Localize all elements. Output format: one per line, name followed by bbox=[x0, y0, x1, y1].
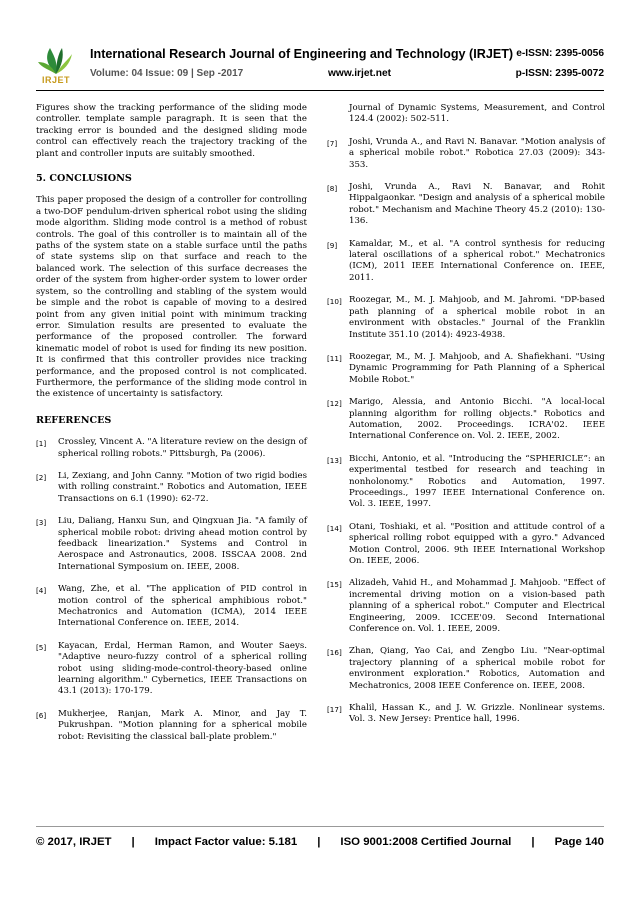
journal-title: International Research Journal of Engineering and Technology (IRJET) bbox=[90, 47, 514, 61]
reference-item bbox=[327, 137, 605, 171]
reference-text: Crossley, Vincent A. "A literature review on the design of spherical rolling robots." Pittsburgh, Pa (2006). bbox=[58, 437, 307, 459]
reference-item bbox=[327, 352, 605, 386]
reference-text: Kamaldar, M., et al. "A control synthesis for reducing lateral oscillations of a spherical robot." Mechatronics (ICM), 2011 IEEE International Conference on. IEEE, 2011. bbox=[349, 238, 605, 283]
intro-paragraph: Figures show the tracking performance of the sliding mode controller. template sample paragraph. It is seen that the tracking error is bounded and the designed sliding mode control can effectively reach the trajectory tracking of the plant and controller inputs are suitably smoothed. bbox=[36, 103, 307, 159]
reference-number: [15] bbox=[327, 580, 342, 590]
reference-number: [2] bbox=[36, 472, 47, 482]
reference-continuation: Journal of Dynamic Systems, Measurement, and Control 124.4 (2002): 502-511. bbox=[349, 103, 605, 125]
reference-item bbox=[36, 471, 307, 505]
reference-item bbox=[327, 703, 605, 726]
reference-text: Alizadeh, Vahid H., and Mohammad J. Mahjoob. "Effect of incremental driving motion on a vision-based path planning of a spherical robot." Computer and Electrical Engineering, 2009. ICCEE'09. Second International Conference on. Vol. 1. IEEE, 2009. bbox=[349, 578, 605, 635]
volume-issue: Volume: 04 Issue: 09 | Sep -2017 bbox=[90, 68, 244, 79]
reference-number: [7] bbox=[327, 138, 338, 148]
reference-text: Joshi, Vrunda A., Ravi N. Banavar, and Rohit Hippalgaonkar. "Design and analysis of a spherical mobile robot." Mechanism and Machine Theory 45.2 (2010): 130-136. bbox=[349, 182, 605, 227]
reference-number: [3] bbox=[36, 518, 47, 528]
reference-item bbox=[327, 578, 605, 635]
footer-separator: | bbox=[531, 836, 535, 848]
impact-factor: Impact Factor value: 5.181 bbox=[154, 836, 298, 848]
irjet-logo bbox=[36, 44, 76, 86]
page-footer bbox=[36, 836, 604, 848]
pissn: p-ISSN: 2395-0072 bbox=[515, 68, 604, 79]
reference-item bbox=[327, 182, 605, 228]
reference-item bbox=[327, 522, 605, 568]
right-column bbox=[327, 103, 605, 737]
website-link[interactable]: www.irjet.net bbox=[328, 68, 392, 79]
footer-separator: | bbox=[131, 836, 135, 848]
iso-certification: ISO 9001:2008 Certified Journal bbox=[340, 836, 512, 848]
reference-text: Liu, Daliang, Hanxu Sun, and Qingxuan Jia. "A family of spherical mobile robot: driving ahead motion control by feedback linearization." Systems and Control in Aerospace and Astronautics, 2008. ISSCAA 2008. 2nd International Symposium on. IEEE, 2008. bbox=[58, 516, 307, 572]
reference-number: [6] bbox=[36, 710, 47, 720]
references-heading: REFERENCES bbox=[36, 414, 112, 426]
reference-number: [9] bbox=[327, 240, 338, 250]
reference-item bbox=[36, 709, 307, 743]
conclusions-paragraph: This paper proposed the design of a controller for controlling a two-DOF pendulum-driven spherical robot using the sliding mode algorithm. Sliding mode control is a method of robust controls. The goal of this controller is to maintain all of the paths of the system state on a stable surface until the paths of state systems slip on that surface and reach to the balanced work. The selection of this surface decreases the order of the system from higher-order system to lower order system, so the controlling and stabling of the system would be simple and the robot is capable of moving to a desired point from any given initial point with minimum tracking error. Simulation results are presented to evaluate the performance of the proposed controller. The forward kinematic model of robot is used for finding its new position. It is confirmed that this controller provides nice tracking performance, and the proposed control is not complicated. Furthermore, the performance of the sliding mode control in the existence of uncertainty is satisfactory. bbox=[36, 195, 307, 400]
reference-number: [11] bbox=[327, 353, 342, 363]
reference-item bbox=[327, 646, 605, 692]
reference-text: Roozegar, M., M. J. Mahjoob, and A. Shafiekhani. "Using Dynamic Programming for Path Planning of a Spherical Mobile Robot." bbox=[349, 351, 605, 385]
page-header bbox=[36, 44, 604, 88]
reference-text: Mukherjee, Ranjan, Mark A. Minor, and Jay T. Pukrushpan. "Motion planning for a spherical mobile robot: Revisiting the classical ball-plate problem." bbox=[58, 708, 307, 742]
reference-number: [5] bbox=[36, 642, 47, 652]
eissn: e-ISSN: 2395-0056 bbox=[516, 48, 604, 59]
logo-text: IRJET bbox=[41, 75, 70, 85]
reference-text: Otani, Toshiaki, et al. "Position and attitude control of a spherical rolling robot equipped with a gyro." Advanced Motion Control, 2006. 9th IEEE International Workshop On. IEEE, 2006. bbox=[349, 521, 605, 566]
left-column bbox=[36, 103, 307, 754]
reference-text: Bicchi, Antonio, et al. "Introducing the “SPHERICLE”: an experimental testbed for research and teaching in nonholonomy." Robotics and Automation, 1997. Proceedings., 1997 IEEE International Conference on. Vol. 3. IEEE, 1997. bbox=[349, 453, 605, 510]
reference-text: Kayacan, Erdal, Herman Ramon, and Wouter Saeys. "Adaptive neuro-fuzzy control of a spherical rolling robot using sliding-mode-control-theory-based online learning algorithm." Cybernetics, IEEE Transactions on 43.1 (2013): 170-179. bbox=[58, 640, 307, 697]
reference-number: [17] bbox=[327, 705, 342, 715]
reference-item bbox=[36, 584, 307, 630]
reference-text: Zhan, Qiang, Yao Cai, and Zengbo Liu. "Near-optimal trajectory planning of a spherical mobile robot for environment exploration." Robotics, Automation and Mechatronics, 2008 IEEE Conference on. IEEE, 2008. bbox=[349, 646, 605, 691]
reference-number: [16] bbox=[327, 648, 342, 658]
reference-item bbox=[327, 397, 605, 443]
reference-text: Wang, Zhe, et al. "The application of PID control in motion control of the spherical amphibious robot." Mechatronics and Automation (ICMA), 2014 IEEE International Conference on. IEEE, 2014. bbox=[58, 584, 307, 629]
reference-number: [12] bbox=[327, 399, 342, 409]
header-divider bbox=[36, 90, 604, 91]
copyright: © 2017, IRJET bbox=[36, 836, 112, 848]
leaf-icon bbox=[36, 44, 76, 76]
reference-number: [10] bbox=[327, 297, 342, 307]
reference-number: [14] bbox=[327, 523, 342, 533]
reference-item bbox=[36, 437, 307, 460]
reference-number: [8] bbox=[327, 184, 338, 194]
reference-number: [13] bbox=[327, 455, 342, 465]
reference-text: Khalil, Hassan K., and J. W. Grizzle. Nonlinear systems. Vol. 3. New Jersey: Prentice hall, 1996. bbox=[349, 703, 605, 725]
reference-item bbox=[327, 239, 605, 285]
reference-item bbox=[327, 295, 605, 341]
reference-number: [4] bbox=[36, 586, 47, 596]
reference-number: [1] bbox=[36, 439, 47, 449]
reference-text: Joshi, Vrunda A., and Ravi N. Banavar. "Motion analysis of a spherical mobile robot." Robotica 27.03 (2009): 343-353. bbox=[349, 136, 605, 170]
page-number: Page 140 bbox=[554, 836, 604, 848]
conclusions-heading: 5. CONCLUSIONS bbox=[36, 173, 132, 185]
reference-text: Marigo, Alessia, and Antonio Bicchi. "A local-local planning algorithm for rolling objects." Robotics and Automation, 2002. Proceedings. ICRA'02. IEEE International Conference on. Vol. 2. IEEE, 2002. bbox=[349, 397, 605, 442]
reference-text: Roozegar, M., M. J. Mahjoob, and M. Jahromi. "DP-based path planning of a spherical mobile robot in an environment with obstacles." Journal of the Franklin Institute 351.10 (2014): 4923-4938. bbox=[349, 295, 605, 340]
reference-text: Li, Zexiang, and John Canny. "Motion of two rigid bodies with rolling constraint." Robotics and Automation, IEEE Transactions on 6.1 (1990): 62-72. bbox=[58, 470, 307, 504]
footer-separator: | bbox=[317, 836, 321, 848]
reference-item bbox=[36, 516, 307, 573]
footer-divider bbox=[36, 826, 604, 827]
reference-item bbox=[327, 454, 605, 511]
reference-item bbox=[36, 641, 307, 698]
